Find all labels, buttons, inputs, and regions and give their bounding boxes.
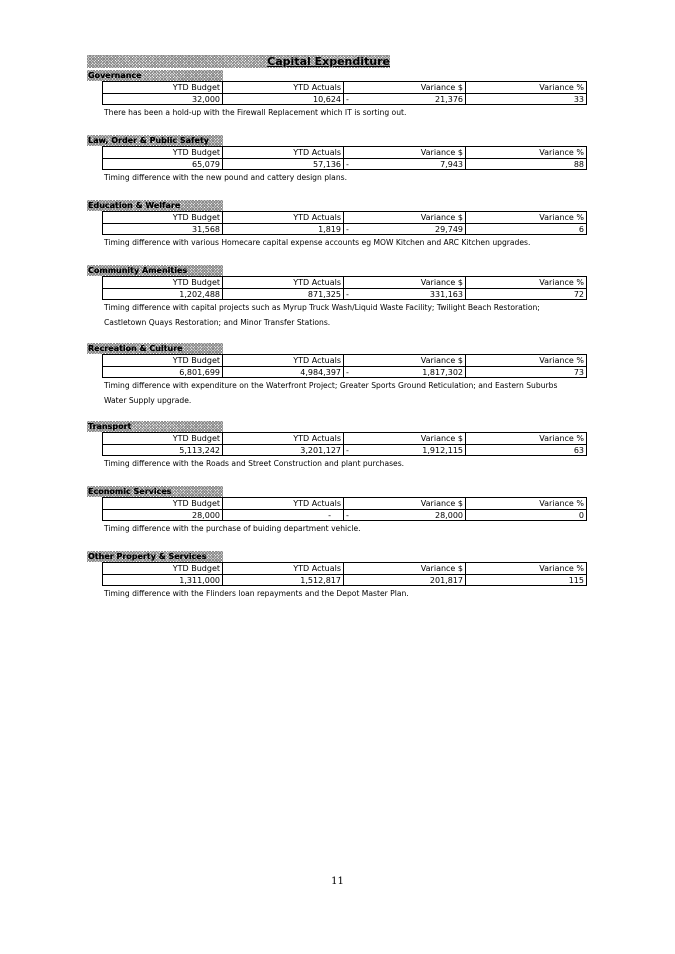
col-variance-amount: Variance $	[344, 562, 465, 574]
variance-sign: -	[346, 446, 349, 455]
variance-amount-value: 201,817	[429, 576, 463, 585]
ytd-actuals-value: 871,325	[223, 288, 344, 300]
section-note: There has been a hold-up with the Firewall Replacement which IT is sorting out.	[104, 108, 407, 117]
ytd-budget-value: 65,079	[102, 158, 223, 170]
section-note: Timing difference with expenditure on the Waterfront Project; Greater Sports Ground Reticulation; and Eastern Suburbs Water Supply upgrade.	[104, 381, 558, 405]
variance-amount-value: 1,817,302	[422, 368, 463, 377]
ytd-actuals-value: -	[223, 509, 344, 521]
col-variance-amount: Variance $	[344, 211, 465, 223]
col-variance-percent: Variance %	[465, 81, 587, 93]
variance-sign: -	[346, 290, 349, 299]
variance-amount-cell	[344, 93, 465, 105]
section-note: Timing difference with the Roads and Street Construction and plant purchases.	[104, 459, 405, 468]
col-ytd-budget: YTD Budget	[102, 354, 223, 366]
variance-amount-value: 29,749	[435, 225, 463, 234]
table-header-row	[102, 211, 587, 223]
col-variance-percent: Variance %	[465, 432, 587, 444]
col-variance-amount: Variance $	[344, 81, 465, 93]
variance-sign: -	[346, 225, 349, 234]
col-variance-percent: Variance %	[465, 276, 587, 288]
col-ytd-actuals: YTD Actuals	[223, 276, 344, 288]
variance-percent-value: 33	[465, 93, 587, 105]
variance-amount-cell	[344, 366, 465, 378]
col-variance-percent: Variance %	[465, 146, 587, 158]
variance-amount-cell	[344, 444, 465, 456]
ytd-budget-value: 1,311,000	[102, 574, 223, 586]
ytd-budget-value: 1,202,488	[102, 288, 223, 300]
ytd-actuals-value: 3,201,127	[223, 444, 344, 456]
variance-amount-cell	[344, 509, 465, 521]
table-row	[102, 288, 587, 300]
table-row	[102, 509, 587, 521]
variance-percent-value: 0	[465, 509, 587, 521]
col-ytd-actuals: YTD Actuals	[223, 81, 344, 93]
col-ytd-actuals: YTD Actuals	[223, 354, 344, 366]
page-title-banner	[87, 55, 390, 68]
col-ytd-actuals: YTD Actuals	[223, 562, 344, 574]
variance-percent-value: 63	[465, 444, 587, 456]
section-title: Other Property & Services	[87, 551, 223, 562]
table-header-row	[102, 497, 587, 509]
variance-sign: -	[346, 511, 349, 520]
section-note: Timing difference with the purchase of buiding department vehicle.	[104, 524, 361, 533]
section-title: Transport	[87, 421, 223, 432]
col-ytd-budget: YTD Budget	[102, 146, 223, 158]
section-title: Community Amenities	[87, 265, 223, 276]
variance-amount-value: 21,376	[435, 95, 463, 104]
col-variance-amount: Variance $	[344, 276, 465, 288]
section-title: Recreation & Culture	[87, 343, 223, 354]
col-ytd-budget: YTD Budget	[102, 497, 223, 509]
section-note: Timing difference with various Homecare capital expense accounts eg MOW Kitchen and ARC Kitchen upgrades.	[104, 238, 531, 247]
table-header-row	[102, 146, 587, 158]
page-number: 11	[331, 876, 344, 887]
variance-percent-value: 6	[465, 223, 587, 235]
col-variance-percent: Variance %	[465, 497, 587, 509]
ytd-actuals-value: 4,984,397	[223, 366, 344, 378]
variance-percent-value: 73	[465, 366, 587, 378]
ytd-budget-value: 31,568	[102, 223, 223, 235]
ytd-budget-value: 28,000	[102, 509, 223, 521]
col-variance-percent: Variance %	[465, 211, 587, 223]
variance-amount-value: 28,000	[435, 511, 463, 520]
col-ytd-budget: YTD Budget	[102, 562, 223, 574]
variance-percent-value: 88	[465, 158, 587, 170]
table-row	[102, 444, 587, 456]
col-variance-amount: Variance $	[344, 146, 465, 158]
variance-sign: -	[346, 160, 349, 169]
table-header-row	[102, 276, 587, 288]
section-note: Timing difference with the new pound and cattery design plans.	[104, 173, 347, 182]
section-note: Timing difference with capital projects such as Myrup Truck Wash/Liquid Waste Facility; Twilight Beach Restoration; Castletown Quays Restoration; and Minor Transfer Stations.	[104, 303, 540, 327]
table-header-row	[102, 354, 587, 366]
table-header-row	[102, 562, 587, 574]
col-ytd-actuals: YTD Actuals	[223, 146, 344, 158]
table-row	[102, 223, 587, 235]
variance-amount-cell	[344, 288, 465, 300]
col-ytd-actuals: YTD Actuals	[223, 432, 344, 444]
col-ytd-budget: YTD Budget	[102, 211, 223, 223]
col-variance-percent: Variance %	[465, 562, 587, 574]
table-row	[102, 158, 587, 170]
table-row	[102, 366, 587, 378]
col-ytd-budget: YTD Budget	[102, 276, 223, 288]
table-row	[102, 93, 587, 105]
ytd-actuals-value: 10,624	[223, 93, 344, 105]
page-title: Capital Expenditure	[267, 55, 390, 68]
ytd-budget-value: 32,000	[102, 93, 223, 105]
ytd-actuals-value: 1,819	[223, 223, 344, 235]
variance-sign: -	[346, 95, 349, 104]
section-title: Economic Services	[87, 486, 223, 497]
col-variance-amount: Variance $	[344, 432, 465, 444]
variance-percent-value: 72	[465, 288, 587, 300]
variance-amount-value: 7,943	[440, 160, 463, 169]
ytd-actuals-value: 1,512,817	[223, 574, 344, 586]
col-ytd-actuals: YTD Actuals	[223, 211, 344, 223]
table-header-row	[102, 81, 587, 93]
variance-sign: -	[346, 368, 349, 377]
variance-amount-value: 331,163	[429, 290, 463, 299]
variance-percent-value: 115	[465, 574, 587, 586]
col-variance-percent: Variance %	[465, 354, 587, 366]
section-title: Law, Order & Public Safety	[87, 135, 223, 146]
table-header-row	[102, 432, 587, 444]
ytd-budget-value: 6,801,699	[102, 366, 223, 378]
section-title: Governance	[87, 70, 223, 81]
ytd-actuals-value: 57,136	[223, 158, 344, 170]
section-note: Timing difference with the Flinders loan repayments and the Depot Master Plan.	[104, 589, 409, 598]
col-variance-amount: Variance $	[344, 354, 465, 366]
variance-amount-value: 1,912,115	[422, 446, 463, 455]
variance-amount-cell	[344, 158, 465, 170]
variance-amount-cell	[344, 223, 465, 235]
variance-amount-cell	[344, 574, 465, 586]
col-ytd-budget: YTD Budget	[102, 81, 223, 93]
table-row	[102, 574, 587, 586]
col-ytd-actuals: YTD Actuals	[223, 497, 344, 509]
col-variance-amount: Variance $	[344, 497, 465, 509]
section-title: Education & Welfare	[87, 200, 223, 211]
ytd-budget-value: 5,113,242	[102, 444, 223, 456]
col-ytd-budget: YTD Budget	[102, 432, 223, 444]
